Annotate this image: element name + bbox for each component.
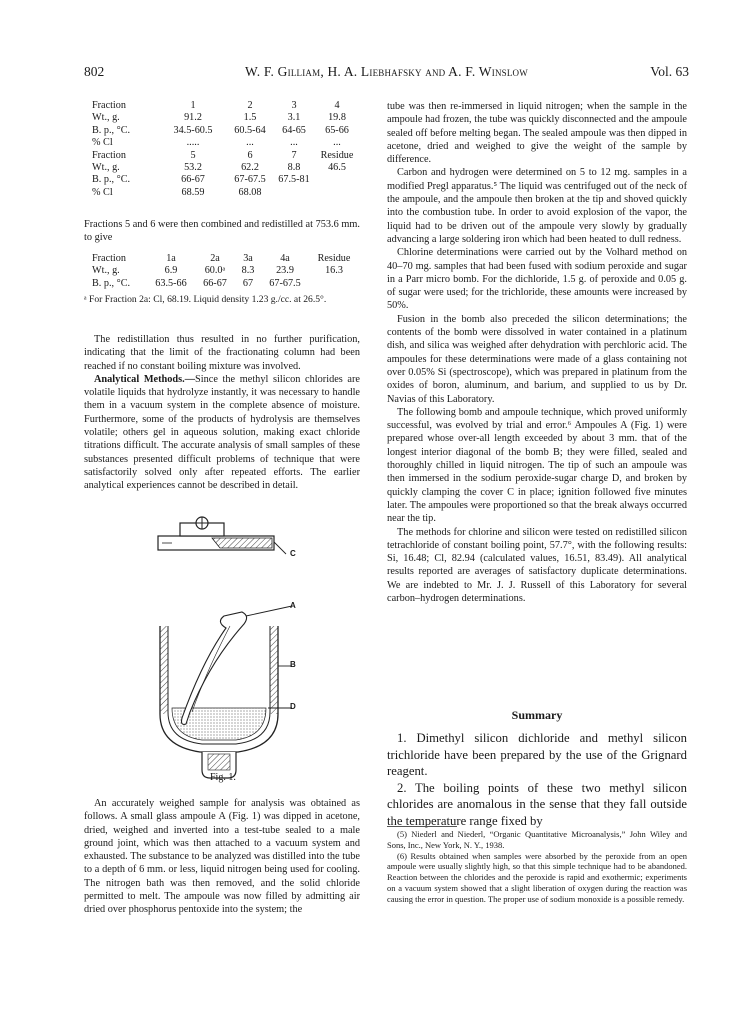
table-header-row <box>84 253 360 265</box>
fractions-table-1 <box>84 100 360 199</box>
table-cell: 67-67.5 <box>234 174 266 186</box>
table-row <box>84 112 360 124</box>
table-cell: 4 <box>334 100 340 111</box>
table-cell: ..... <box>186 137 200 149</box>
summary-item: 1. Dimethyl silicon dichloride and methyl silicon trichloride have been prepared by the use of the Grignard reagent. <box>387 731 687 778</box>
table-cell: 68.59 <box>181 186 205 198</box>
running-title: W. F. Gilliam, H. A. Liebhafsky and A. F. Winslow <box>245 64 528 79</box>
paragraph: Fusion in the bomb also preceded the silicon determinations; the contents of the bomb were dissolved in water contained in a platinum dish, and silica was weighed after dehydration with perchloric acid. The ampoules for these determinations were made of a glass containing not over 0.05% Si (spectroscope), which was prepared in platinum from the oxides of boron, aluminum, and barium, and supplied to us by Dr. Navias of this Laboratory. <box>387 313 687 405</box>
table-cell: 19.8 <box>328 112 346 124</box>
combined-paragraph <box>84 218 360 245</box>
table-cell: 67.5-81 <box>278 174 310 186</box>
left-body-upper <box>84 333 360 493</box>
table-cell: Residue <box>317 253 351 264</box>
table-cell: Wt., g. <box>92 265 120 277</box>
table-row <box>84 265 360 277</box>
table-cell: B. p., °C. <box>92 277 131 289</box>
table-cell <box>314 174 360 186</box>
table-footnote <box>84 294 360 306</box>
table-cell: % Cl <box>92 186 113 198</box>
table-cell: B. p., °C. <box>92 124 131 136</box>
table-cell: 5 <box>190 149 196 161</box>
table-cell <box>308 278 360 290</box>
table-cell: ... <box>290 137 298 149</box>
table-cell: 60.5-64 <box>234 124 266 136</box>
table-cell <box>274 187 314 199</box>
volume-label: Vol. 63 <box>650 64 689 79</box>
table-cell: 66-67 <box>203 277 227 289</box>
table-row <box>84 278 360 290</box>
paragraph: The methods for chlorine and silicon were tested on redistilled silicon tetrachloride of constant boiling point, 57.7°, with the following results: Si, 16.48; Cl, 82.94 (calculated values, 16.51, 83.49). All analytical results reported are averages of satisfactory duplicate determinations. We are indebted to Mr. J. J. Russell of this Laboratory for several carbon–hydrogen determinations. <box>387 526 687 604</box>
table-cell: 2 <box>247 100 253 111</box>
table-cell: 1a <box>166 253 176 264</box>
table-cell: Residue <box>320 149 354 161</box>
figure-label-d: D <box>290 702 296 711</box>
summary-body <box>387 730 687 829</box>
table-cell: 63.5-66 <box>155 277 187 289</box>
footnote: (5) Niederl and Niederl, “Organic Quantitative Microanalysis,” John Wiley and Sons, Inc., New York, N. Y., 1938. <box>387 829 687 850</box>
page-header <box>84 64 689 84</box>
table-cell: 8.3 <box>241 265 255 277</box>
table-cell: 6 <box>247 149 253 161</box>
table-cell: 66-67 <box>181 174 205 186</box>
table-cell: 62.2 <box>241 162 259 174</box>
table-cell: 1.5 <box>243 112 257 124</box>
page-number: 802 <box>84 64 105 79</box>
paragraph: tube was then re-immersed in liquid nitrogen; when the sample in the ampoule had frozen, the tube was quickly disconnected and the ampoule sealed off before melting began. The sealed ampoule was then dipped in acetone, dried and weighed to give the weight of the sample by difference. <box>387 101 687 166</box>
table-cell: 16.3 <box>325 265 343 277</box>
table-cell: 65-66 <box>325 124 349 136</box>
table-cell: B. p., °C. <box>92 174 131 186</box>
table-cell: 67-67.5 <box>269 277 301 289</box>
leader-a <box>246 606 292 616</box>
table-cell: 91.2 <box>184 112 202 124</box>
table-row <box>84 125 360 137</box>
summary-heading: Summary <box>511 708 563 722</box>
table-cell: 3a <box>243 253 253 264</box>
right-body <box>387 100 687 605</box>
table-cell: Fraction <box>92 149 126 161</box>
paragraph: An accurately weighed sample for analysis was obtained as follows. A small glass ampoule A (Fig. 1) was dipped in acetone, dried, weighed and inverted into a test-tube sealed to a male ground joint, which was then attached to a vacuum system and exhausted. The substance to be analyzed was distilled into the tube to a depth of 6 mm. or less, liquid nitrogen being used for cooling. The nitrogen bath was then removed, and the solid chloride permitted to melt. The ampoule was now filled by admitting air dried over phosphorus pentoxide into the system; the <box>84 798 360 916</box>
table-cell: % Cl <box>92 137 113 149</box>
table-cell: 68.08 <box>238 186 262 198</box>
table-cell: 34.5-60.5 <box>173 124 213 136</box>
table-cell: 8.8 <box>287 162 301 174</box>
table-row <box>84 187 360 199</box>
figure-label-c: C <box>290 549 296 558</box>
paragraph: Fractions 5 and 6 were then combined and redistilled at 753.6 mm. to give <box>84 219 360 244</box>
table-cell: 3 <box>291 100 297 111</box>
table-header-row <box>84 150 360 162</box>
left-body-lower <box>84 797 360 917</box>
paragraph <box>84 373 360 493</box>
footnote-rule <box>387 826 457 827</box>
table-cell: 23.9 <box>276 265 294 277</box>
table-cell: Fraction <box>92 253 126 264</box>
figure-caption: Fig. 1. <box>210 772 236 783</box>
table-cell: 4a <box>280 253 290 264</box>
footnotes <box>387 829 687 905</box>
paragraph: Carbon and hydrogen were determined on 5 to 12 mg. samples in a modified Pregl apparatus.⁵ The liquid was centrifuged out of the neck of the ampoule, and the ampoule then broken at the tip and shoved quickly into the combustion tube. In order to avoid explosion of the vapor, the liquid had to be driven out of the ampoule very slowly by gradually advancing a large soldering iron which had been heated to dull redness. <box>387 167 687 245</box>
table-cell: Wt., g. <box>92 162 120 174</box>
table-cell: ... <box>246 137 254 149</box>
ampoule <box>182 612 247 724</box>
table-cell: 2a <box>210 253 220 264</box>
table-header-row <box>84 100 360 112</box>
table-cell <box>314 187 360 199</box>
summary-item: 2. The boiling points of these two methyl silicon chlorides are anomalous in the sense that they fall outside the temperature range fixed by <box>387 780 687 828</box>
table-row <box>84 162 360 174</box>
table-cell: Fraction <box>92 100 126 111</box>
table-cell: ... <box>333 137 341 149</box>
table-row <box>84 137 360 149</box>
table-cell: 67 <box>242 277 254 289</box>
footnote: (6) Results obtained when samples were absorbed by the peroxide from an open ampoule were usually slightly high, so that this simple technique had to be abandoned. Reaction between the chlorides and the peroxide is rapid and exothermic; experiments on a vacuum system showed that a slight liberation of oxygen during the reaction was causing the error in question. The proper use of sodium monoxide is a possible remedy. <box>387 850 687 904</box>
table-cell: 46.5 <box>328 162 346 174</box>
table-cell: 7 <box>291 149 297 161</box>
table-cell: 1 <box>190 100 196 111</box>
table-cell: 6.9 <box>164 265 178 277</box>
bomb-cover <box>158 517 274 550</box>
paragraph: ᵃ For Fraction 2a: Cl, 68.19. Liquid density 1.23 g./cc. at 26.5°. <box>84 294 327 305</box>
leader-c <box>274 542 286 554</box>
fractions-table-2 <box>84 253 360 290</box>
section-heading: Analytical Methods.— <box>94 373 196 385</box>
paragraph-text: Since the methyl silicon chlorides are volatile liquids that hydrolyze instantly, it was necessary to handle them in a vacuum system in the complete absence of moisture. Furthermore, some of the products of hydrolysis are themselves volatile; others gel in aqueous solution, making exact chloride titrations difficult. The accurate analysis of small samples of these substances presented difficult problems of technique that were satisfactorily solved only after repeated efforts. The earlier analytical experiences cannot be described in detail. <box>84 373 360 492</box>
figure-1-diagram <box>150 512 310 786</box>
paragraph: The following bomb and ampoule technique, which proved uniformly successful, was evolved by trial and error.⁶ Ampoules A (Fig. 1) were prepared whose over-all length exceeded by about 3 mm. that of the longest interior diagonal of the bomb B; they were filled, sealed and thoroughly chilled in liquid nitrogen. The tip of such an ampoule was then immersed in the sodium peroxide-sugar charge D, and broken by quickly clamping the cover C in place; ignition followed five minutes later. The ampoules were proportioned so that the break always occurred near the tip. <box>387 406 687 525</box>
table-cell: 53.2 <box>184 162 202 174</box>
table-cell: 3.1 <box>287 112 301 124</box>
figure-label-b: B <box>290 660 296 669</box>
table-cell: Wt., g. <box>92 112 120 124</box>
table-row <box>84 174 360 186</box>
paragraph: The redistillation thus resulted in no further purification, indicating that the limit of the fractionating column had been reached if no constant boiling mixture was involved. <box>84 334 360 372</box>
table-cell: 64-65 <box>282 124 306 136</box>
paragraph: Chlorine determinations were carried out by the Volhard method on 40–70 mg. samples that had been fused with sodium peroxide and sugar in a Parr micro bomb. For the dichloride, 1.5 g. of peroxide and 0.05 g. of sugar were used; for the trichloride, these amounts were increased by 50%. <box>387 247 687 312</box>
table-cell: 60.0ᵃ <box>204 265 226 277</box>
figure-label-a: A <box>290 601 296 610</box>
